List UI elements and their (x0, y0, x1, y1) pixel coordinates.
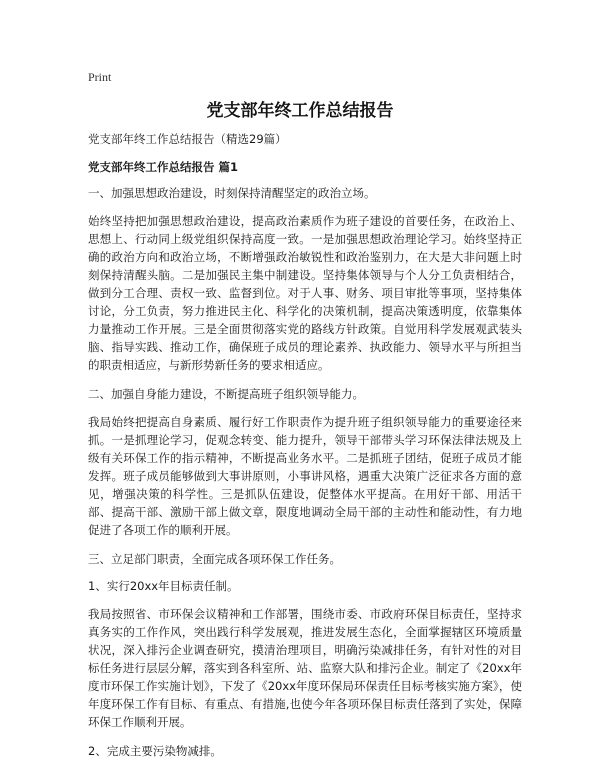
document-subtitle: 党支部年终工作总结报告（精选29篇） (88, 132, 287, 146)
heading-3-1: 1、实行20xx年目标责任制。 (88, 579, 239, 593)
print-label[interactable]: Print (88, 70, 112, 84)
document-body (88, 131, 522, 770)
heading-3: 三、立足部门职责，全面完成各项环保工作任务。 (88, 552, 341, 566)
section-heading: 党支部年终工作总结报告 篇1 (88, 160, 239, 174)
paragraph-2: 我局始终把提高自身素质、履行好工作职责作为提升班子组织领导能力的重要途径来抓。一是抓理论学习，促观念转变、能力提升，领导干部带头学习环保法律法规及上级有关环保工作的指示精神，不断提高业务水平。二是抓班子团结，促班子成员才能发挥。班子成员能够做到大事讲原则，小事讲风格，遇重大决策广泛征求各方面的意见，增强决策的科学性。三是抓队伍建设，促整体水平提高。在用好干部、用活干部、提高干部、激励干部上做文章，限度地调动全局干部的主动性和能动性，有力地促进了各项工作的顺利开展。 (88, 415, 522, 537)
paragraph-3: 我局按照省、市环保会议精神和工作部署，围绕市委、市政府环保目标责任，坚持求真务实的工作作风，突出践行科学发展观，推进发展生态化，全面掌握辖区环境质量状况，深入排污企业调查研究，摸清治理项目，明确污染减排任务，有针对性的对目标任务进行层层分解，落实到各科室所、站、监察大队和排污企业。制定了《20xx年度市环保工作实施计划》，下发了《20xx年度环保局环保责任目标考核实施方案》，使年度环保工作有目标、有重点、有措施,也使今年各项环保目标责任落到了实处，保障环保工作顺利开展。 (88, 607, 522, 729)
document-title: 党支部年终工作总结报告 (206, 101, 394, 121)
heading-1: 一、加强思想政治建设，时刻保持清醒坚定的政治立场。 (88, 186, 376, 200)
heading-3-2: 2、完成主要污染物减排。 (88, 744, 222, 758)
heading-2: 二、加强自身能力建设，不断提高班子组织领导能力。 (88, 387, 364, 401)
paragraph-1: 始终坚持把加强思想政治建设，提高政治素质作为班子建设的首要任务，在政治上、思想上、行动同上级党组织保持高度一致。一是加强思想政治理论学习。始终坚持正确的政治方向和政治立场，不断增强政治敏锐性和政治鉴别力，在大是大非问题上时刻保持清醒头脑。二是加强民主集中制建设。坚持集体领导与个人分工负责相结合，做到分工合理、责权一致、监督到位。对于人事、财务、项目审批等事项，坚持集体讨论，分工负责，努力推进民主化、科学化的决策机制，提高决策透明度，依靠集体力量推动工作开展。三是全面贯彻落实党的路线方针政策。自觉用科学发展观武装头脑、指导实践、推动工作，确保班子成员的理论素养、执政能力、领导水平与所担当的职责相适应，与新形势新任务的要求相适应。 (88, 214, 522, 372)
